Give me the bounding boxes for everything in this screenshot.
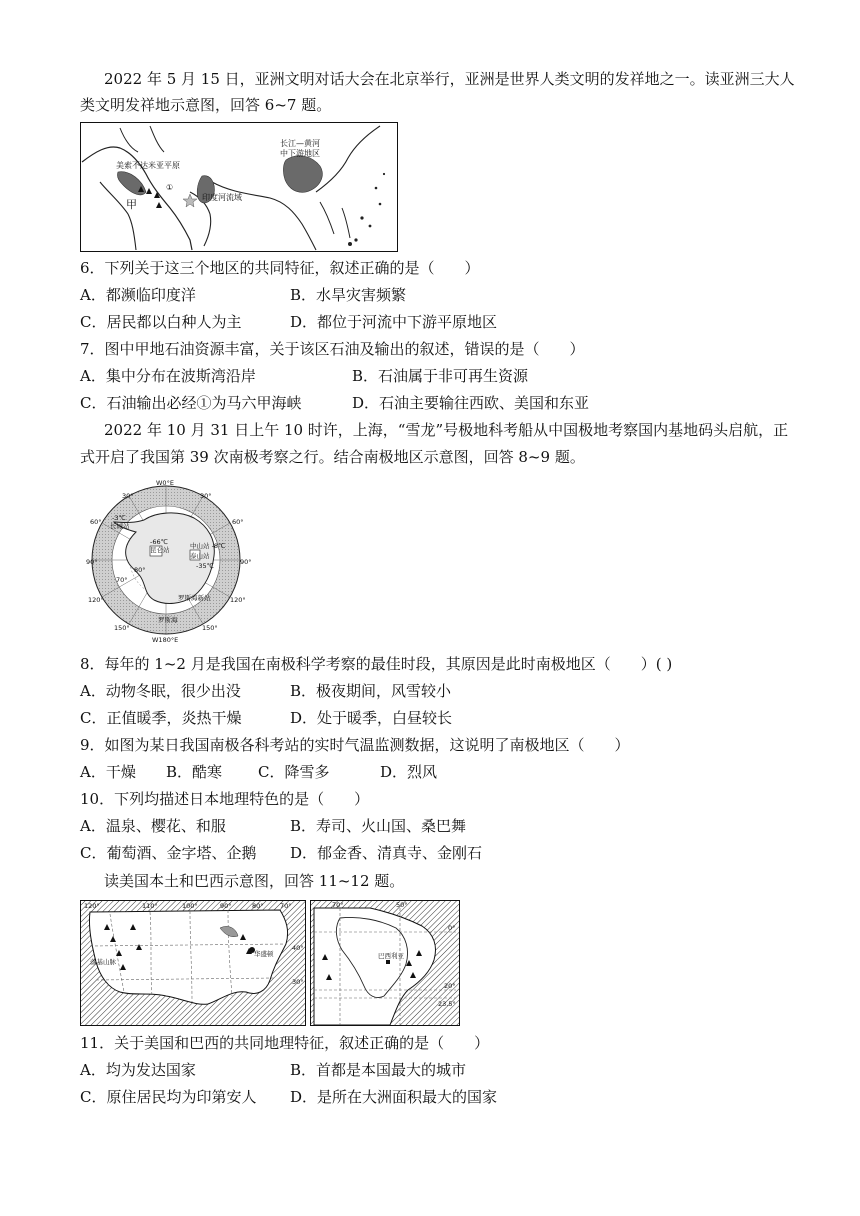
ant-temp-taishan: -35℃ [196,562,214,570]
ant-lat30-r: 30° [200,492,212,500]
q9-option-a[interactable]: A．干燥 [80,763,136,781]
q11-option-a[interactable]: A．均为发达国家 [80,1061,196,1079]
q6-option-c[interactable]: C．居民都以白种人为主 [80,313,242,331]
intro2-line2: 式开启了我国第 39 次南极考察之行。结合南极地区示意图，回答 8~9 题。 [80,448,585,466]
q10-option-d[interactable]: D．郁金香、清真寺、金刚石 [290,844,483,862]
q7-option-a[interactable]: A．集中分布在波斯湾沿岸 [80,367,256,385]
ant-lon150-l: 150° [114,624,130,632]
q10-option-c[interactable]: C．葡萄酒、金字塔、企鹅 [80,844,257,862]
ant-temp-kunlun: -66℃ [150,538,168,546]
q8-option-c[interactable]: C．正值暖季，炎热干燥 [80,709,242,727]
q9-stem: 9．如图为某日我国南极各科考站的实时气温监测数据，这说明了南极地区（ ） [80,736,630,754]
q7-option-d[interactable]: D．石油主要输往西欧、美国和东亚 [352,394,590,412]
br-lon-70: 70° [332,901,344,909]
asia-civilization-map [80,122,398,252]
label-mesopotamia: 美索不达米亚平原 [116,161,180,170]
ant-lon90-r: 90° [240,558,252,566]
ant-lon150-r: 150° [202,624,218,632]
q11-option-d[interactable]: D．是所在大洲面积最大的国家 [290,1088,498,1106]
label-yangtze-2: 中下游地区 [280,149,320,158]
ant-lat30-l: 30° [122,492,134,500]
q11-stem: 11．关于美国和巴西的共同地理特征，叙述正确的是（ ） [80,1034,490,1052]
q6-option-a[interactable]: A．都濒临印度洋 [80,286,196,304]
us-lon-100: 100° [182,902,198,910]
br-lat-20: 20° [444,982,456,990]
intro1-line1: 2022 年 5 月 15 日，亚洲文明对话大会在北京举行，亚洲是世界人类文明的发祥地之一。读亚洲三大人 [104,70,795,88]
ant-station-luosihai: 罗斯海新站 [178,594,211,602]
ant-sea-ross: 罗斯海 [158,616,178,624]
q8-option-b[interactable]: B．极夜期间，风雪较小 [290,682,452,700]
q6-option-d[interactable]: D．都位于河流中下游平原地区 [290,313,498,331]
q9-option-c[interactable]: C．降雪多 [258,763,330,781]
br-label-brasilia: 巴西利亚 [378,952,404,960]
us-lat-40: 40° [292,944,304,952]
label-yangtze-1: 长江—黄河 [280,139,320,148]
ant-lat60-r: 60° [232,518,244,526]
intro3-line1: 读美国本土和巴西示意图，回答 11~12 题。 [104,872,405,890]
q7-option-c[interactable]: C．石油输出必经①为马六甲海峡 [80,394,302,412]
q10-option-b[interactable]: B．寿司、火山国、桑巴舞 [290,817,467,835]
us-lon-130: 120° [84,902,100,910]
brazil-map [310,900,460,1026]
ant-lon120-r: 120° [230,596,246,604]
label-jia: 甲 [126,198,137,211]
q10-stem: 10．下列均描述日本地理特色的是（ ） [80,790,370,808]
antarctica-map [86,476,250,644]
q11-option-c[interactable]: C．原住居民均为印第安人 [80,1088,257,1106]
ant-station-taishan: 泰山站 [190,552,210,560]
ant-lat80: 80° [134,566,146,574]
ant-lon90-l: 90° [86,558,98,566]
br-lat-0: 0° [448,924,456,932]
ant-lat60-l: 60° [90,518,102,526]
us-map [80,900,306,1026]
us-lon-70: 70° [280,902,292,910]
q8-option-a[interactable]: A．动物冬眠，很少出没 [80,682,241,700]
ant-lon120-l: 120° [88,596,104,604]
intro1-line2: 类文明发祥地示意图，回答 6~7 题。 [80,96,332,114]
br-lon-50: 50° [396,901,408,909]
us-lon-90: 90° [220,902,232,910]
ant-temp-changcheng: -3℃ [112,514,126,522]
us-label-wash: 华盛顿 [254,950,274,958]
us-lat-30: 30° [292,978,304,986]
q11-option-b[interactable]: B．首都是本国最大的城市 [290,1061,467,1079]
q6-stem: 6．下列关于这三个地区的共同特征，叙述正确的是（ ） [80,259,480,277]
ant-lat70: 70° [116,576,128,584]
q10-option-a[interactable]: A．温泉、樱花、和服 [80,817,226,835]
q8-option-d[interactable]: D．处于暖季，白昼较长 [290,709,453,727]
ant-station-changcheng: 长城站 [110,522,130,530]
q6-option-b[interactable]: B．水旱灾害频繁 [290,286,407,304]
us-label-rocky: 落基山脉 [90,958,116,966]
ant-temp-zhongshan: 中山站 -8℃ [190,542,226,550]
br-lat-235: 23.5° [438,1000,456,1008]
q7-stem: 7．图中甲地石油资源丰富，关于该区石油及输出的叙述，错误的是（ ） [80,340,585,358]
q7-option-b[interactable]: B．石油属于非可再生资源 [352,367,529,385]
q9-option-b[interactable]: B．酷寒 [166,763,223,781]
us-lon-110: 110° [142,902,158,910]
q8-stem: 8．每年的 1~2 月是我国在南极科学考察的最佳时段，其原因是此时南极地区（ ）( ) [80,655,673,673]
label-circle1: ① [166,183,174,192]
q9-option-d[interactable]: D．烈风 [380,763,438,781]
us-lon-80: 80° [252,902,264,910]
ant-station-kunlun: 昆仑站 [150,546,170,554]
ant-top: W0°E [156,479,174,487]
ant-bottom: W180°E [152,636,179,644]
label-indus: 印度河流域 [202,193,242,202]
intro2-line1: 2022 年 10 月 31 日上午 10 时许，上海，“雪龙”号极地科考船从中国极地考察国内基地码头启航，正 [104,421,789,439]
